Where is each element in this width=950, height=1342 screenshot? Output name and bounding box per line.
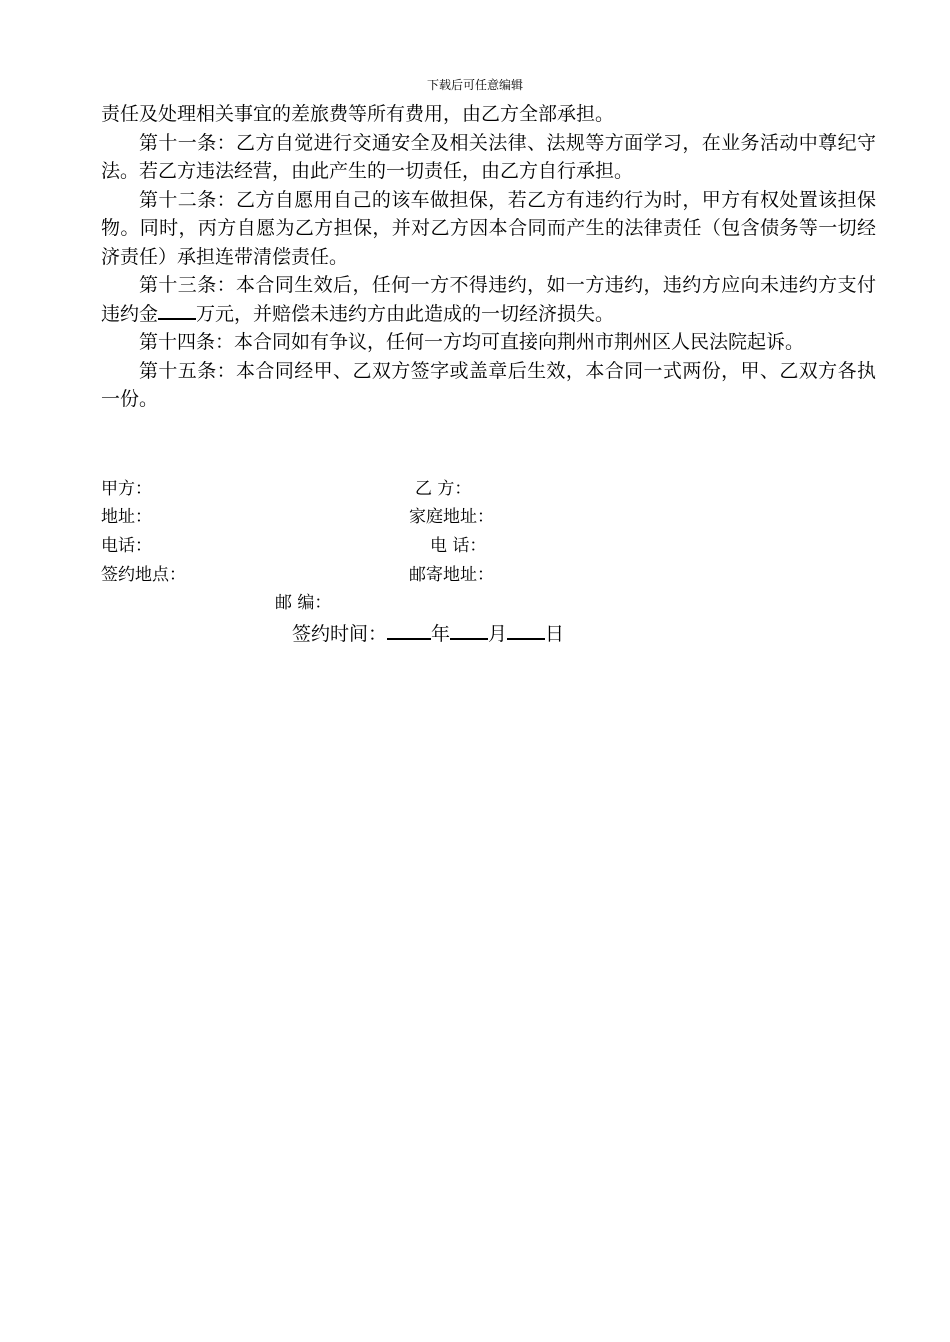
postcode-label: 邮 编： bbox=[275, 593, 332, 613]
day-blank bbox=[507, 620, 545, 640]
clause-13 bbox=[101, 271, 876, 328]
mail-address-label: 邮寄地址： bbox=[409, 565, 494, 585]
party-a-label: 甲方： bbox=[101, 479, 152, 499]
clause-14: 第十四条：本合同如有争议，任何一方均可直接向荆州市荆州区人民法院起诉。 bbox=[139, 331, 805, 353]
day-label: 日 bbox=[545, 623, 565, 645]
clause-13-after: 万元，并赔偿未违约方由此造成的一切经济损失。 bbox=[196, 302, 615, 325]
contract-body bbox=[101, 100, 876, 414]
year-blank bbox=[387, 620, 431, 640]
penalty-amount-blank bbox=[158, 300, 196, 320]
home-address-label: 家庭地址： bbox=[409, 507, 494, 527]
month-label: 月 bbox=[488, 623, 508, 645]
clause-13-before: 第十三条：本合同生效后，任何一方不得违约，如一方违约，违约方应向未违约方支付违约金 bbox=[101, 274, 876, 325]
header-note: 下载后可任意编辑 bbox=[426, 78, 523, 92]
paragraph-continuation: 责任及处理相关事宜的差旅费等所有费用，由乙方全部承担。 bbox=[101, 103, 615, 125]
clause-12: 第十二条：乙方自愿用自己的该车做担保，若乙方有违约行为时，甲方有权处置该担保物。同时，丙方自愿为乙方担保，并对乙方因本合同而产生的法律责任（包含债务等一切经济责任）承担连带清偿责任。 bbox=[101, 188, 876, 268]
clause-11: 第十一条：乙方自觉进行交通安全及相关法律、法规等方面学习，在业务活动中尊纪守法。若乙方违法经营，由此产生的一切责任，由乙方自行承担。 bbox=[101, 131, 876, 182]
sign-time-label: 签约时间： bbox=[292, 623, 388, 645]
address-label: 地址： bbox=[101, 507, 152, 527]
sign-place-label: 签约地点： bbox=[101, 565, 186, 585]
clause-15: 第十五条：本合同经甲、乙双方签字或盖章后生效，本合同一式两份，甲、乙双方各执一份。 bbox=[101, 359, 876, 410]
sign-time-line bbox=[292, 620, 564, 646]
year-label: 年 bbox=[431, 623, 451, 645]
month-blank bbox=[450, 620, 488, 640]
party-b-label: 乙 方： bbox=[415, 479, 472, 499]
phone-b-label: 电 话： bbox=[430, 536, 487, 556]
phone-a-label: 电话： bbox=[101, 536, 152, 556]
